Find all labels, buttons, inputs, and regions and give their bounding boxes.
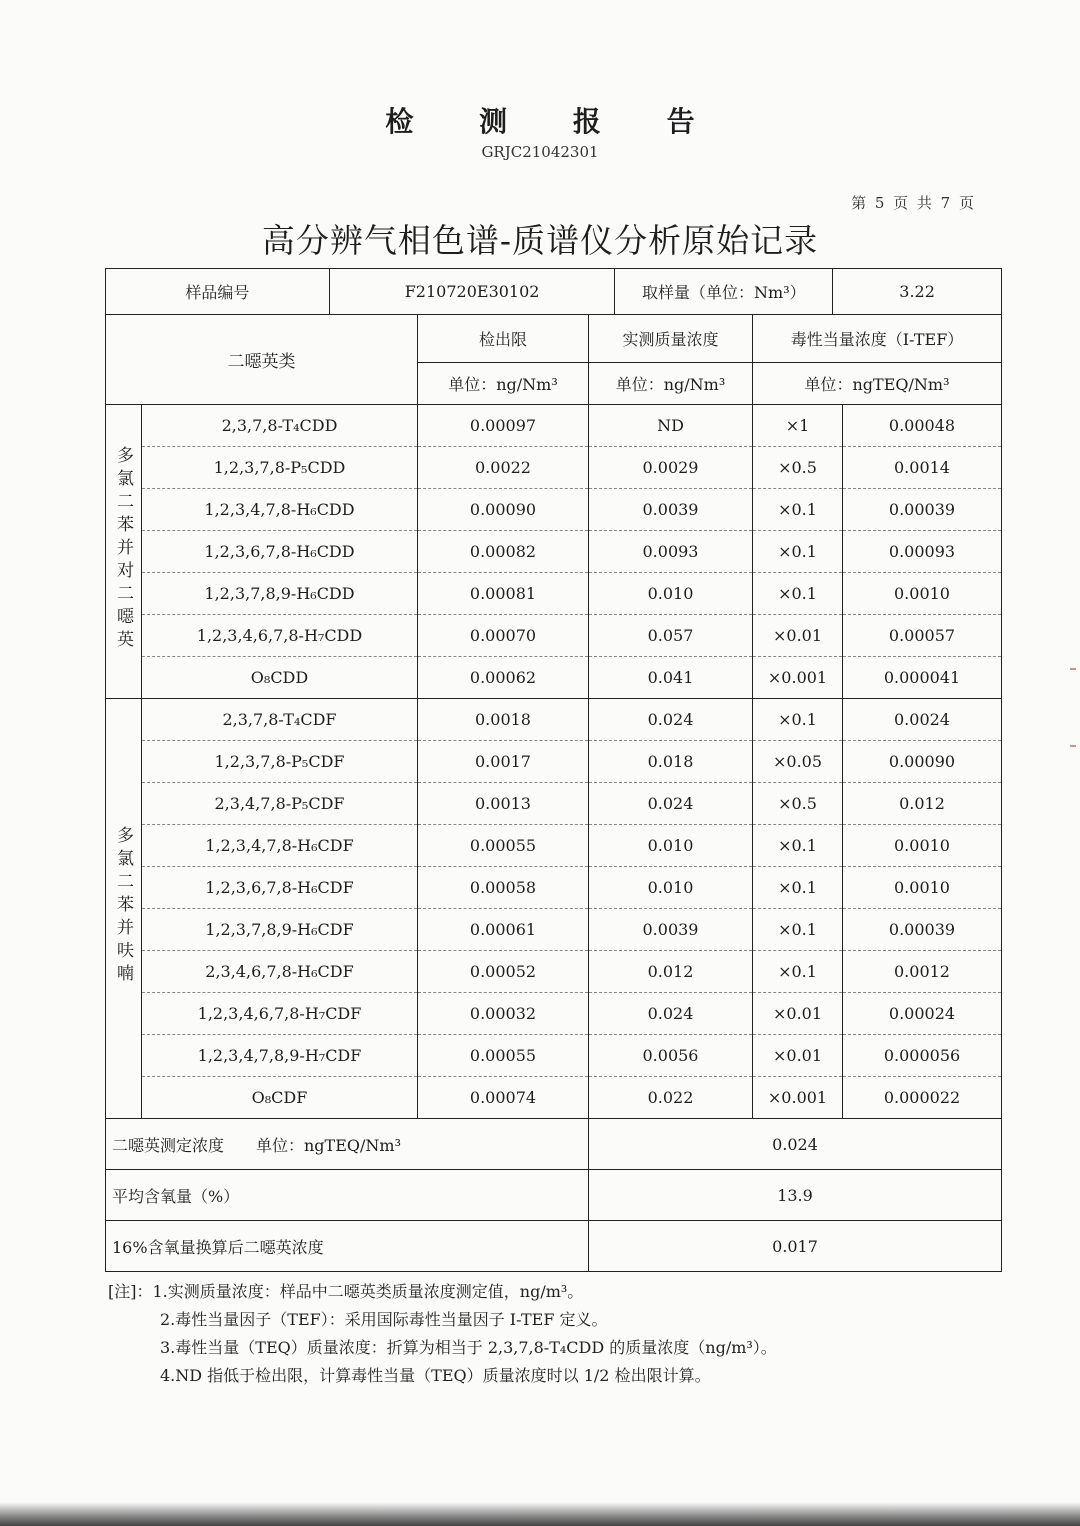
detection-limit-cell: 0.0018 (418, 699, 589, 741)
teq-cell: 0.00039 (843, 489, 1002, 531)
header-row-1 (106, 315, 1002, 363)
detection-limit-cell: 0.00074 (418, 1077, 589, 1119)
teq-cell: 0.0012 (843, 951, 1002, 993)
compound-cell: O₈CDF (142, 1077, 418, 1119)
compound-cell: 1,2,3,4,7,8,9-H₇CDF (142, 1035, 418, 1077)
oxygen-label: 平均含氧量（%） (106, 1170, 589, 1221)
teq-cell: 0.012 (843, 783, 1002, 825)
compound-cell: 1,2,3,6,7,8-H₆CDF (142, 867, 418, 909)
table-row (106, 783, 1002, 825)
measured-conc-cell: 0.0029 (589, 447, 753, 489)
detection-limit-cell: 0.0013 (418, 783, 589, 825)
table-row (106, 867, 1002, 909)
sample-id-label: 样品编号 (106, 269, 330, 314)
tef-cell: ×0.01 (753, 615, 843, 657)
detection-limit-cell: 0.00097 (418, 405, 589, 447)
tef-cell: ×0.001 (753, 657, 843, 699)
compound-cell: 1,2,3,7,8-P₅CDF (142, 741, 418, 783)
teq-cell: 0.00093 (843, 531, 1002, 573)
table-row (106, 825, 1002, 867)
table-row (106, 489, 1002, 531)
compound-cell: 2,3,4,7,8-P₅CDF (142, 783, 418, 825)
summary-oxygen-row (106, 1170, 1002, 1221)
table-row (106, 993, 1002, 1035)
detection-limit-cell: 0.0022 (418, 447, 589, 489)
compound-cell: 1,2,3,4,7,8-H₆CDF (142, 825, 418, 867)
tef-cell: ×1 (753, 405, 843, 447)
scan-mark (1070, 745, 1076, 747)
toxic-conc-header: 毒性当量浓度（I-TEF） (753, 315, 1002, 363)
table-row (106, 741, 1002, 783)
table-row (106, 531, 1002, 573)
compound-cell: 2,3,7,8-T₄CDD (142, 405, 418, 447)
sample-volume-value: 3.22 (899, 282, 935, 301)
detection-limit-cell: 0.00055 (418, 825, 589, 867)
table-row (106, 951, 1002, 993)
table-row (106, 657, 1002, 699)
total-value: 0.024 (589, 1119, 1002, 1170)
total-label: 二噁英测定浓度 单位：ngTEQ/Nm³ (106, 1119, 589, 1170)
compound-cell: 2,3,7,8-T₄CDF (142, 699, 418, 741)
tef-cell: ×0.5 (753, 783, 843, 825)
measured-conc-cell: ND (589, 405, 753, 447)
compound-cell: 2,3,4,6,7,8-H₆CDF (142, 951, 418, 993)
measured-conc-cell: 0.012 (589, 951, 753, 993)
tef-cell: ×0.001 (753, 1077, 843, 1119)
table-row (106, 1035, 1002, 1077)
compound-cell: 1,2,3,7,8,9-H₆CDF (142, 909, 418, 951)
tef-cell: ×0.1 (753, 867, 843, 909)
summary-total-row (106, 1119, 1002, 1170)
teq-cell: 0.00090 (843, 741, 1002, 783)
converted-value: 0.017 (589, 1221, 1002, 1272)
detection-limit-cell: 0.00058 (418, 867, 589, 909)
note-4: 4.ND 指低于检出限，计算毒性当量（TEQ）质量浓度时以 1/2 检出限计算。 (160, 1366, 711, 1385)
compound-cell: 1,2,3,7,8,9-H₆CDD (142, 573, 418, 615)
table-row (106, 615, 1002, 657)
measured-conc-cell: 0.0056 (589, 1035, 753, 1077)
teq-cell: 0.00024 (843, 993, 1002, 1035)
measured-conc-header: 实测质量浓度 (589, 315, 753, 363)
compound-cell: 1,2,3,7,8-P₅CDD (142, 447, 418, 489)
measured-conc-cell: 0.024 (589, 699, 753, 741)
notes-prefix: [注]： (108, 1282, 153, 1301)
measured-conc-cell: 0.010 (589, 867, 753, 909)
compound-cell: 1,2,3,6,7,8-H₆CDD (142, 531, 418, 573)
measured-conc-cell: 0.0039 (589, 489, 753, 531)
detection-limit-cell: 0.00090 (418, 489, 589, 531)
page-info: 第 5 页 共 7 页 (851, 194, 974, 212)
note-1: [注]：1.实测质量浓度：样品中二噁英类质量浓度测定值，ng/m³。 (108, 1282, 584, 1301)
teq-cell: 0.000056 (843, 1035, 1002, 1077)
oxygen-value: 13.9 (589, 1170, 1002, 1221)
pcdf-group-label: 多氯二苯并呋喃 (106, 699, 142, 1119)
table-row (106, 573, 1002, 615)
measured-conc-cell: 0.0093 (589, 531, 753, 573)
tef-cell: ×0.01 (753, 993, 843, 1035)
detection-limit-cell: 0.00082 (418, 531, 589, 573)
unit-tc: 单位：ngTEQ/Nm³ (753, 363, 1002, 405)
report-number: GRJC21042301 (481, 143, 599, 161)
teq-cell: 0.0024 (843, 699, 1002, 741)
measured-conc-cell: 0.024 (589, 783, 753, 825)
tef-cell: ×0.1 (753, 531, 843, 573)
summary-converted-row (106, 1221, 1002, 1272)
record-title: 高分辨气相色谱-质谱仪分析原始记录 (261, 221, 819, 260)
teq-cell: 0.0010 (843, 867, 1002, 909)
measured-conc-cell: 0.018 (589, 741, 753, 783)
teq-cell: 0.0010 (843, 573, 1002, 615)
scan-mark (1070, 668, 1076, 670)
measured-conc-cell: 0.057 (589, 615, 753, 657)
measured-conc-cell: 0.022 (589, 1077, 753, 1119)
unit-dl: 单位：ng/Nm³ (418, 363, 589, 405)
tef-cell: ×0.01 (753, 1035, 843, 1077)
table-row (106, 909, 1002, 951)
compound-cell: 1,2,3,4,7,8-H₆CDD (142, 489, 418, 531)
report-title: 检 测 报 告 (385, 105, 723, 138)
detection-limit-cell: 0.00081 (418, 573, 589, 615)
sample-row (106, 269, 1002, 315)
table-row (106, 447, 1002, 489)
detection-limit-cell: 0.00052 (418, 951, 589, 993)
notes (108, 1278, 777, 1390)
sample-volume-label: 取样量（单位：Nm³） (615, 269, 833, 314)
sample-id-value: F210720E30102 (330, 269, 616, 314)
teq-cell: 0.00048 (843, 405, 1002, 447)
tef-cell: ×0.5 (753, 447, 843, 489)
detection-limit-cell: 0.00055 (418, 1035, 589, 1077)
measured-conc-cell: 0.010 (589, 825, 753, 867)
pcdd-group-label: 多氯二苯并对二噁英 (106, 405, 142, 699)
teq-cell: 0.00057 (843, 615, 1002, 657)
note-3: 3.毒性当量（TEQ）质量浓度：折算为相当于 2,3,7,8-T₄CDD 的质量浓度（ng/m³）。 (160, 1338, 777, 1357)
measured-conc-cell: 0.010 (589, 573, 753, 615)
detection-limit-cell: 0.00062 (418, 657, 589, 699)
dioxin-class-header: 二噁英类 (106, 315, 418, 405)
teq-cell: 0.0010 (843, 825, 1002, 867)
compound-cell: 1,2,3,4,6,7,8-H₇CDD (142, 615, 418, 657)
measured-conc-cell: 0.024 (589, 993, 753, 1035)
table-row (106, 405, 1002, 447)
tef-cell: ×0.1 (753, 825, 843, 867)
converted-label: 16%含氧量换算后二噁英浓度 (106, 1221, 589, 1272)
tef-cell: ×0.05 (753, 741, 843, 783)
teq-cell: 0.00039 (843, 909, 1002, 951)
scan-edge (0, 1502, 1080, 1526)
table-row (106, 1077, 1002, 1119)
sample-row-cell (106, 269, 1002, 315)
teq-cell: 0.0014 (843, 447, 1002, 489)
detection-limit-header: 检出限 (418, 315, 589, 363)
note-2: 2.毒性当量因子（TEF）：采用国际毒性当量因子 I-TEF 定义。 (160, 1310, 608, 1329)
tef-cell: ×0.1 (753, 573, 843, 615)
measured-conc-cell: 0.041 (589, 657, 753, 699)
detection-limit-cell: 0.00061 (418, 909, 589, 951)
analysis-table (105, 268, 1002, 1272)
table-row (106, 699, 1002, 741)
tef-cell: ×0.1 (753, 699, 843, 741)
compound-cell: O₈CDD (142, 657, 418, 699)
teq-cell: 0.000041 (843, 657, 1002, 699)
data-body (106, 405, 1002, 1119)
detection-limit-cell: 0.00032 (418, 993, 589, 1035)
detection-limit-cell: 0.00070 (418, 615, 589, 657)
detection-limit-cell: 0.0017 (418, 741, 589, 783)
compound-cell: 1,2,3,4,6,7,8-H₇CDF (142, 993, 418, 1035)
measured-conc-cell: 0.0039 (589, 909, 753, 951)
tef-cell: ×0.1 (753, 489, 843, 531)
tef-cell: ×0.1 (753, 951, 843, 993)
unit-mc: 单位：ng/Nm³ (589, 363, 753, 405)
teq-cell: 0.000022 (843, 1077, 1002, 1119)
tef-cell: ×0.1 (753, 909, 843, 951)
